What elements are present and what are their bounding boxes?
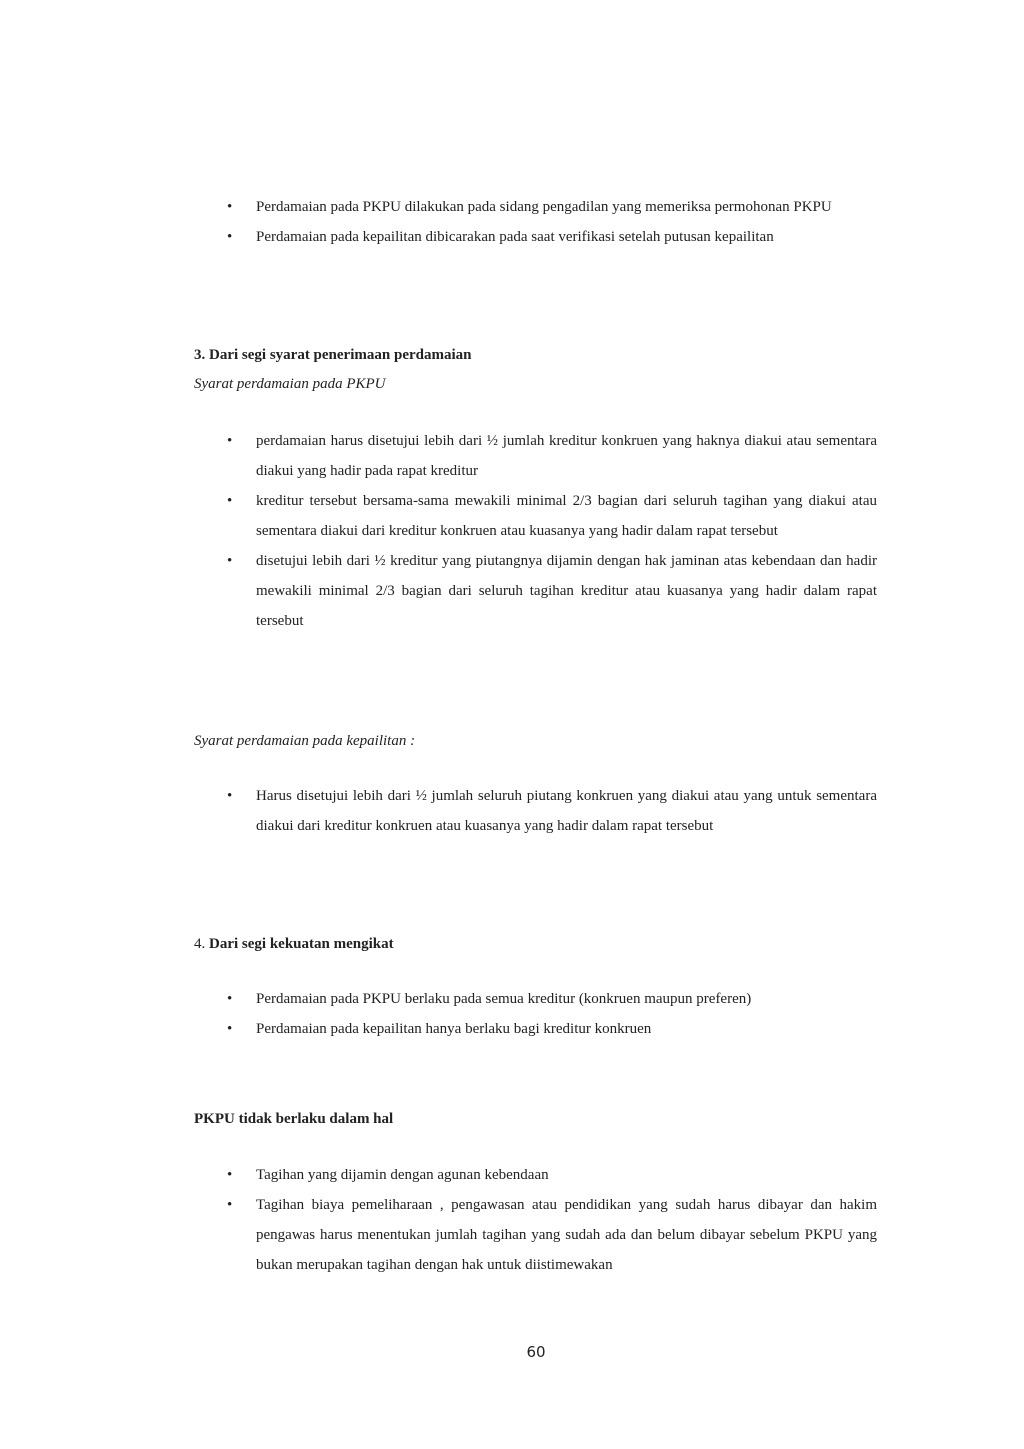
intro-bullet-list [194, 192, 877, 252]
bullet-icon: • [227, 991, 233, 1007]
page-number: 60 [526, 1343, 546, 1361]
kepailitan-requirements-subheading: Syarat perdamaian pada kepailitan : [194, 733, 416, 749]
bullet-icon: • [227, 1167, 233, 1183]
list-item [194, 1014, 877, 1044]
list-item [194, 222, 877, 252]
list-item-text: Harus disetujui lebih dari ½ jumlah seluruh piutang konkruen yang diakui atau yang untuk sementara diakui dari kreditur konkruen atau kuasanya yang hadir dalam rapat tersebut [256, 788, 877, 834]
section-3-heading: 3. Dari segi syarat penerimaan perdamaian [194, 347, 472, 363]
pkpu-requirements-list [194, 426, 877, 636]
bullet-icon: • [227, 1021, 233, 1037]
bullet-icon: • [227, 493, 233, 509]
list-item-text: Perdamaian pada kepailitan hanya berlaku bagi kreditur konkruen [256, 1021, 652, 1037]
list-item [194, 546, 877, 636]
list-item [194, 486, 877, 546]
list-item [194, 192, 877, 222]
pkpu-requirements-subheading: Syarat perdamaian pada PKPU [194, 376, 386, 392]
list-item-text: Tagihan yang dijamin dengan agunan kebendaan [256, 1167, 549, 1183]
list-item [194, 1160, 877, 1190]
list-item-text: Perdamaian pada PKPU dilakukan pada sidang pengadilan yang memeriksa permohonan PKPU [256, 199, 832, 215]
pkpu-exclusions-list [194, 1160, 877, 1280]
list-item-text: disetujui lebih dari ½ kreditur yang piutangnya dijamin dengan hak jaminan atas kebendaan dan hadir mewakili minimal 2/3 bagian dari seluruh tagihan kreditur atau kuasanya yang hadir dalam rapat tersebut [256, 553, 877, 629]
list-item-text: perdamaian harus disetujui lebih dari ½ jumlah kreditur konkruen yang haknya diakui atau sementara diakui yang hadir pada rapat kreditur [256, 433, 877, 479]
list-item-text: Perdamaian pada PKPU berlaku pada semua kreditur (konkruen maupun preferen) [256, 991, 752, 1007]
list-item-text: kreditur tersebut bersama-sama mewakili minimal 2/3 bagian dari seluruh tagihan yang diakui atau sementara diakui dari kreditur konkruen atau kuasanya yang hadir dalam rapat tersebut [256, 493, 877, 539]
list-item [194, 426, 877, 486]
bullet-icon: • [227, 199, 233, 215]
section-4-number: 4. [194, 936, 206, 952]
bullet-icon: • [227, 229, 233, 245]
bullet-icon: • [227, 553, 233, 569]
list-item [194, 781, 877, 841]
binding-force-list [194, 984, 877, 1044]
bullet-icon: • [227, 433, 233, 449]
list-item [194, 1190, 877, 1280]
pkpu-exclusions-heading: PKPU tidak berlaku dalam hal [194, 1111, 394, 1127]
bullet-icon: • [227, 788, 233, 804]
section-4-title: Dari segi kekuatan mengikat [209, 936, 394, 952]
bullet-icon: • [227, 1197, 233, 1213]
list-item-text: Tagihan biaya pemeliharaan , pengawasan atau pendidikan yang sudah harus dibayar dan hakim pengawas harus menentukan jumlah tagihan yang sudah ada dan belum dibayar sebelum PKPU yang bukan merupakan tagihan dengan hak untuk diistimewakan [256, 1197, 877, 1273]
kepailitan-requirements-list [194, 781, 877, 841]
section-4-heading [194, 934, 394, 954]
list-item-text: Perdamaian pada kepailitan dibicarakan pada saat verifikasi setelah putusan kepailitan [256, 229, 774, 245]
list-item [194, 984, 877, 1014]
